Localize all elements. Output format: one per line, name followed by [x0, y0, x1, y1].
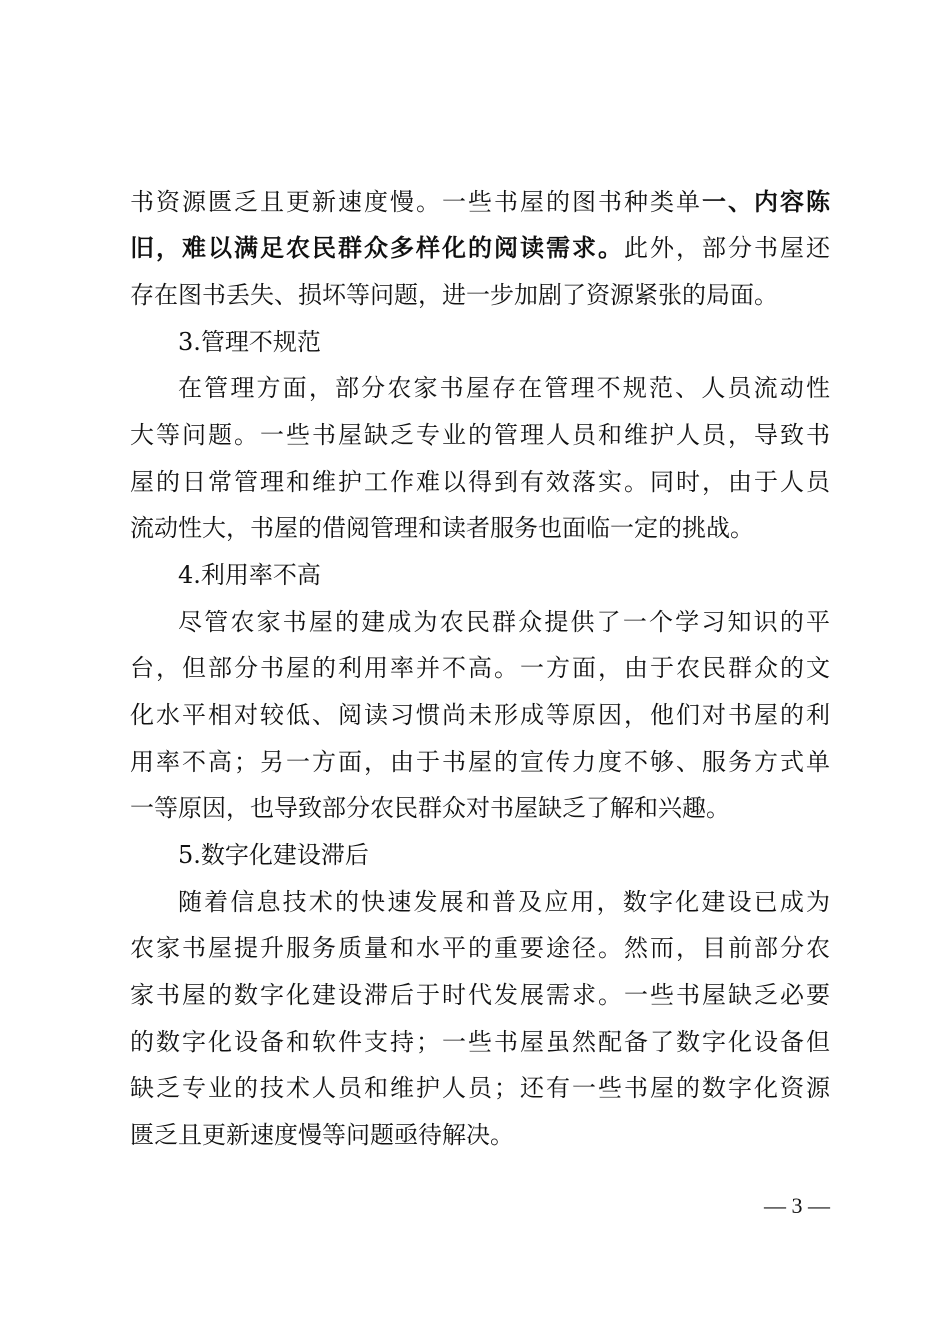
paragraph-line: 流动性大，书屋的借阅管理和读者服务也面临一定的挑战。 — [130, 514, 754, 542]
paragraph-line: 用率不高；另一方面，由于书屋的宣传力度不够、服务方式单 — [130, 748, 830, 776]
section-heading: 5.数字化建设滞后 — [178, 841, 369, 869]
paragraph-line: 匮乏且更新速度慢等问题亟待解决。 — [130, 1121, 514, 1149]
paragraph-line — [130, 187, 830, 217]
paragraph-line: 化水平相对较低、阅读习惯尚未形成等原因，他们对书屋的利 — [130, 701, 830, 729]
paragraph-line: 存在图书丢失、损坏等问题，进一步加剧了资源紧张的局面。 — [130, 281, 778, 309]
text-run: 此外，部分书屋还 — [624, 234, 830, 262]
paragraph-line: 随着信息技术的快速发展和普及应用，数字化建设已成为 — [178, 888, 830, 916]
paragraph-line: 的数字化设备和软件支持；一些书屋虽然配备了数字化设备但 — [130, 1028, 830, 1056]
section-heading: 4.利用率不高 — [178, 561, 321, 589]
page-number: — 3 — — [764, 1193, 830, 1218]
section-heading: 3.管理不规范 — [178, 328, 321, 356]
bold-text-run: 一、内容陈 — [702, 188, 830, 216]
paragraph-line: 屋的日常管理和维护工作难以得到有效落实。同时，由于人员 — [130, 468, 830, 496]
paragraph-line: 缺乏专业的技术人员和维护人员；还有一些书屋的数字化资源 — [130, 1074, 830, 1102]
paragraph-line: 尽管农家书屋的建成为农民群众提供了一个学习知识的平 — [178, 608, 830, 636]
paragraph-line: 一等原因，也导致部分农民群众对书屋缺乏了解和兴趣。 — [130, 794, 730, 822]
paragraph-line: 在管理方面，部分农家书屋存在管理不规范、人员流动性 — [178, 374, 830, 402]
paragraph-line: 家书屋的数字化建设滞后于时代发展需求。一些书屋缺乏必要 — [130, 981, 830, 1009]
paragraph-line — [130, 233, 830, 263]
paragraph-line: 大等问题。一些书屋缺乏专业的管理人员和维护人员，导致书 — [130, 421, 830, 449]
bold-text-run: 旧，难以满足农民群众多样化的阅读需求。 — [130, 234, 624, 262]
paragraph-line: 农家书屋提升服务质量和水平的重要途径。然而，目前部分农 — [130, 934, 830, 962]
paragraph-line: 台，但部分书屋的利用率并不高。一方面，由于农民群众的文 — [130, 654, 830, 682]
text-run: 书资源匮乏且更新速度慢。一些书屋的图书种类单 — [130, 188, 702, 216]
